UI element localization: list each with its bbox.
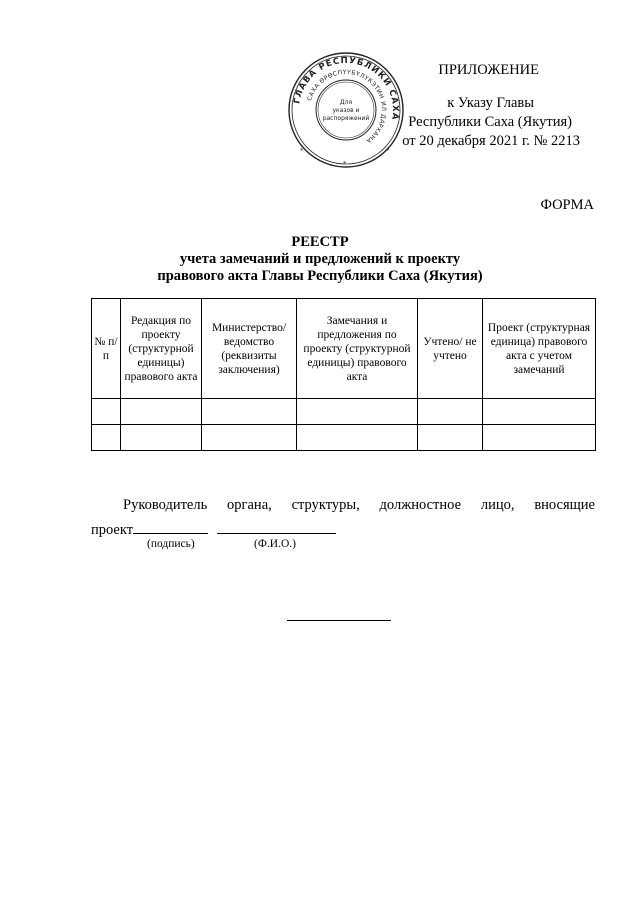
table-row xyxy=(92,425,596,451)
registry-title: РЕЕСТР xyxy=(291,234,349,250)
seal-inner-text: САХА ӨРӨСПҮҮБҮЛҮКЭТИН ИЛ ДАРХАНА xyxy=(306,68,388,145)
appendix-republic: Республики Саха (Якутия) xyxy=(408,114,572,130)
name-caption: (Ф.И.О.) xyxy=(254,538,296,550)
table-cell xyxy=(92,425,121,451)
column-header-accounted: Учтено/ не учтено xyxy=(418,299,483,399)
name-field xyxy=(217,517,336,534)
table-row xyxy=(92,399,596,425)
column-header-project: Проект (структурная единица) правового акта с учетом замечаний xyxy=(483,299,596,399)
signature-field xyxy=(133,517,208,534)
appendix-decree-ref: к Указу Главы xyxy=(447,95,534,111)
svg-text:*: * xyxy=(386,147,390,155)
table-cell xyxy=(297,399,418,425)
appendix-title: ПРИЛОЖЕНИЕ xyxy=(438,62,539,78)
signature-block xyxy=(91,493,595,542)
table-cell xyxy=(121,399,202,425)
column-header-number: № п/п xyxy=(92,299,121,399)
appendix-date: от 20 декабря 2021 г. № 2213 xyxy=(402,133,580,149)
seal-center-line1: Для xyxy=(339,99,353,106)
registry-table xyxy=(91,298,596,451)
table-cell xyxy=(418,399,483,425)
table-cell xyxy=(483,425,596,451)
seal-outer-text: ГЛАВА РЕСПУБЛИКИ САХА xyxy=(292,55,401,122)
table-cell xyxy=(297,425,418,451)
seal-center-line3: распоряжений xyxy=(322,115,370,122)
signature-caption: (подпись) xyxy=(147,538,195,550)
table-cell xyxy=(418,425,483,451)
svg-text:*: * xyxy=(343,160,347,168)
end-divider xyxy=(287,620,391,621)
svg-text:*: * xyxy=(300,147,304,155)
table-cell xyxy=(202,425,297,451)
column-header-ministry: Министерство/ ведомство (реквизиты заключения) xyxy=(202,299,297,399)
registry-subtitle-2: правового акта Главы Республики Саха (Якутия) xyxy=(157,268,483,284)
column-header-edition: Редакция по проекту (структурной единицы) правового акта xyxy=(121,299,202,399)
seal-center-line2: указов и xyxy=(332,107,360,114)
column-header-remarks: Замечания и предложения по проекту (структурной единицы) правового акта xyxy=(297,299,418,399)
table-cell xyxy=(92,399,121,425)
signature-statement: Руководитель органа, структуры, должностное лицо, вносящие xyxy=(123,497,595,513)
table-cell xyxy=(121,425,202,451)
table-cell xyxy=(202,399,297,425)
signature-project-label: проект xyxy=(91,522,134,538)
table-header-row xyxy=(92,299,596,399)
form-label: ФОРМА xyxy=(540,197,594,213)
official-seal xyxy=(286,50,406,170)
registry-subtitle-1: учета замечаний и предложений к проекту xyxy=(179,251,461,267)
table-cell xyxy=(483,399,596,425)
